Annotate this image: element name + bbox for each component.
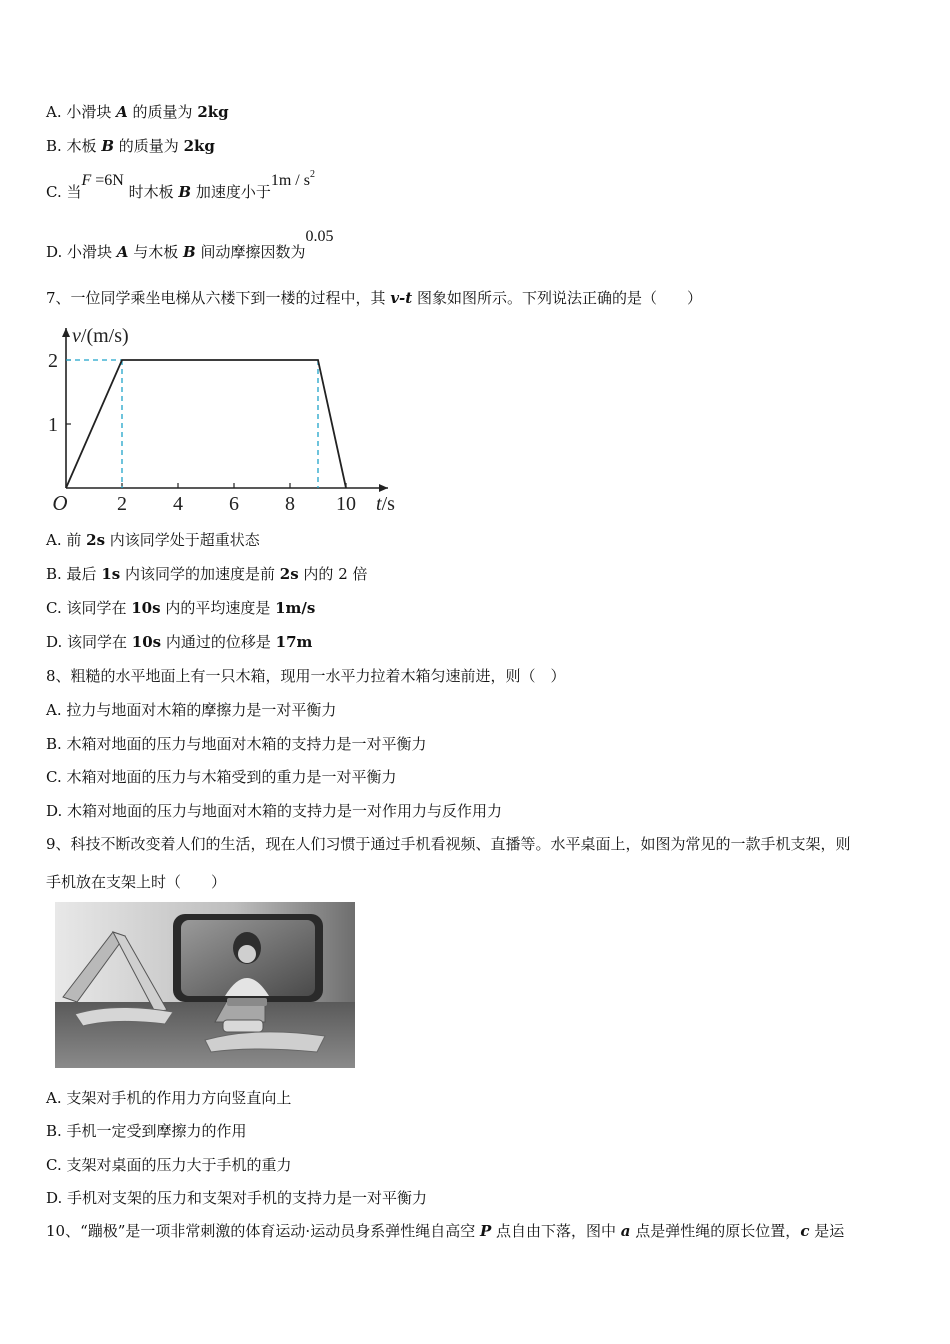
- q6-option-c: [46, 169, 315, 205]
- q8-option-c: C. 木箱对地面的压力与木箱受到的重力是一对平衡力: [46, 768, 397, 786]
- graph-series: [66, 360, 346, 488]
- x-tick-label: 4: [173, 493, 183, 515]
- option-text: 时木板: [123, 183, 179, 201]
- option-label: B. 木板: [46, 137, 102, 155]
- unit: [270, 169, 315, 189]
- stem-text: 7、一位同学乘坐电梯从六楼下到一楼的过程中，其: [46, 289, 391, 307]
- q6-option-b: [46, 136, 215, 156]
- option-label: C. 该同学在: [46, 599, 132, 617]
- graph-axes: [62, 328, 388, 492]
- value: 17m: [275, 633, 313, 651]
- variable: A: [116, 243, 129, 261]
- q7-option-d: [46, 632, 312, 652]
- formula-value: =6N: [91, 172, 124, 189]
- vt-graph: [42, 318, 402, 518]
- q8-stem: 8、粗糙的水平地面上有一只木箱，现用一水平力拉着木箱匀速前进，则（ ）: [46, 667, 566, 685]
- q6-option-a: [46, 102, 229, 122]
- option-label: C. 当: [46, 183, 82, 201]
- variable: B: [182, 243, 196, 261]
- q6-option-d: [46, 228, 334, 263]
- q8-option-a: A. 拉力与地面对木箱的摩擦力是一对平衡力: [46, 701, 337, 719]
- variable: B: [101, 137, 115, 155]
- variable: c: [800, 1222, 810, 1240]
- value: 2kg: [183, 137, 215, 155]
- value: 1s: [101, 565, 121, 583]
- q8-option-b: B. 木箱对地面的压力与地面对木箱的支持力是一对平衡力: [46, 735, 427, 753]
- option-text: 内该同学的加速度是前: [120, 565, 280, 583]
- option-text: 加速度小于: [191, 183, 271, 201]
- stem-text: 图象如图所示。下列说法正确的是（ ）: [412, 289, 702, 307]
- q7-option-b: [46, 564, 368, 584]
- option-label: B. 最后: [46, 565, 102, 583]
- y-tick-label: 2: [48, 350, 58, 372]
- option-text: 内该同学处于超重状态: [105, 531, 260, 549]
- value: 10s: [131, 599, 161, 617]
- x-tick-label: 10: [336, 493, 356, 515]
- variable: v-t: [390, 289, 413, 307]
- stem-text: 点是弹性绳的原长位置，: [630, 1222, 801, 1240]
- q9-stem-line2: 手机放在支架上时（ ）: [46, 873, 227, 891]
- option-label: D. 该同学在: [46, 633, 132, 651]
- q8-option-d: D. 木箱对地面的压力与地面对木箱的支持力是一对作用力与反作用力: [46, 802, 503, 820]
- stem-text: 是运: [809, 1222, 845, 1240]
- option-text: 的质量为: [127, 103, 198, 121]
- option-label: A. 小滑块: [46, 103, 117, 121]
- option-label: A. 前: [46, 531, 87, 549]
- option-text: 间动摩擦因数为: [195, 243, 306, 261]
- origin-label: O: [52, 491, 68, 515]
- q9-stem-line1: 9、科技不断改变着人们的生活，现在人们习惯于通过手机看视频、直播等。水平桌面上，如图为常见的一款手机支架，则: [46, 835, 851, 853]
- unit-exponent: 2: [309, 169, 315, 180]
- value: 2s: [86, 531, 106, 549]
- option-text: 内通过的位移是: [161, 633, 276, 651]
- y-tick-label: 1: [48, 414, 58, 436]
- q9-option-b: B. 手机一定受到摩擦力的作用: [46, 1122, 247, 1140]
- variable: B: [178, 183, 192, 201]
- q7-option-a: [46, 530, 260, 550]
- phone-stand-photo: [55, 902, 355, 1068]
- q7-stem: [46, 288, 702, 308]
- x-tick-label: 8: [285, 493, 295, 515]
- x-tick-label: 6: [229, 493, 239, 515]
- value: 10s: [131, 633, 162, 651]
- value: 2kg: [197, 103, 229, 121]
- variable: a: [620, 1222, 631, 1240]
- option-text: 内的平均速度是: [160, 599, 276, 617]
- option-text: 的质量为: [114, 137, 184, 155]
- option-label: D. 小滑块: [46, 243, 117, 261]
- unit-text: 1m / s: [270, 172, 310, 189]
- q9-option-c: C. 支架对桌面的压力大于手机的重力: [46, 1156, 292, 1174]
- q7-option-c: [46, 598, 315, 618]
- value: 0.05: [305, 228, 334, 245]
- velocity-line: [66, 360, 346, 488]
- q9-option-d: D. 手机对支架的压力和支架对手机的支持力是一对平衡力: [46, 1189, 428, 1207]
- graph-guides: [66, 360, 318, 488]
- option-text: 与木板: [128, 243, 183, 261]
- option-text: 内的 2 倍: [298, 565, 368, 583]
- formula: [81, 172, 123, 189]
- x-tick-label: 2: [117, 493, 127, 515]
- formula-var: F: [81, 172, 92, 189]
- x-axis-label: t/s: [376, 493, 395, 515]
- x-axis-arrow: [379, 484, 388, 492]
- y-axis-arrow: [62, 328, 70, 337]
- stem-text: 点自由下落，图中: [491, 1222, 621, 1240]
- graph-labels: [48, 325, 395, 515]
- variable: A: [116, 103, 128, 121]
- q10-stem: [46, 1221, 844, 1241]
- y-axis-label: v/(m/s): [72, 325, 129, 347]
- value: 2s: [279, 565, 299, 583]
- value: 1m/s: [275, 599, 316, 617]
- q9-option-a: A. 支架对手机的作用力方向竖直向上: [46, 1089, 292, 1107]
- variable: P: [479, 1222, 492, 1240]
- stem-text: 10、“蹦极”是一项非常刺激的体育运动·运动员身系弹性绳自高空: [46, 1222, 480, 1240]
